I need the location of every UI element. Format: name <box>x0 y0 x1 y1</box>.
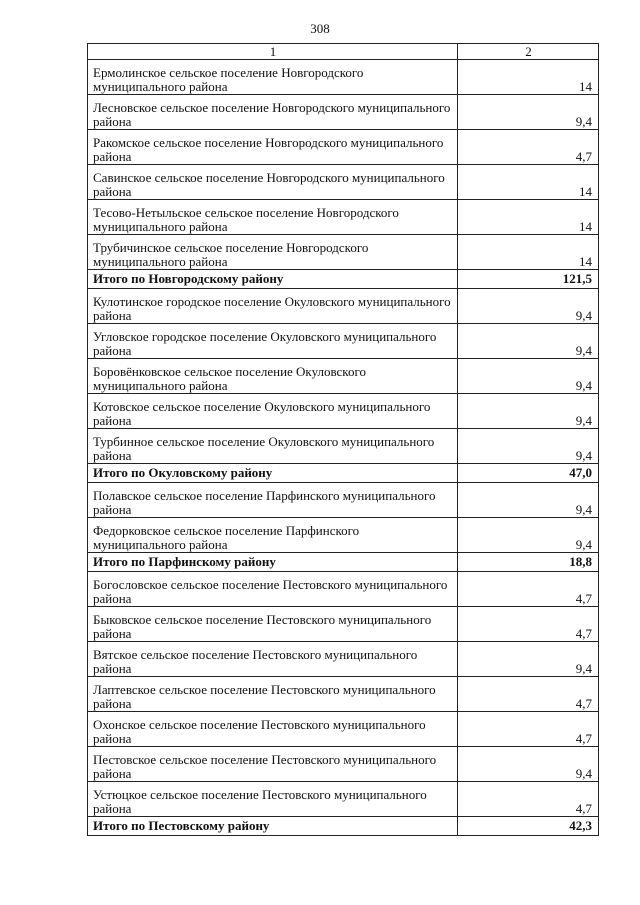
settlement-name: Савинское сельское поселение Новгородского муниципального района <box>88 165 458 200</box>
settlement-value: 14 <box>458 165 599 200</box>
table-row <box>88 607 599 642</box>
settlement-value: 9,4 <box>458 642 599 677</box>
table-row <box>88 95 599 130</box>
settlement-name: Ермолинское сельское поселение Новгородского муниципального района <box>88 60 458 95</box>
district-total-label: Итого по Пестовскому району <box>88 817 458 836</box>
settlement-name: Устюцкое сельское поселение Пестовского муниципального района <box>88 782 458 817</box>
district-total-label: Итого по Новгородскому району <box>88 270 458 289</box>
table-row <box>88 483 599 518</box>
page-number: 308 <box>310 21 330 36</box>
table-row <box>88 712 599 747</box>
district-total-row <box>88 817 599 836</box>
settlement-name: Кулотинское городское поселение Окуловского муниципального района <box>88 289 458 324</box>
table-row <box>88 324 599 359</box>
column-header-2: 2 <box>458 44 599 60</box>
settlement-value: 9,4 <box>458 394 599 429</box>
district-total-label: Итого по Парфинскому району <box>88 553 458 572</box>
settlement-name: Ракомское сельское поселение Новгородского муниципального района <box>88 130 458 165</box>
settlement-value: 4,7 <box>458 572 599 607</box>
district-total-value: 42,3 <box>458 817 599 836</box>
settlement-value: 9,4 <box>458 289 599 324</box>
table-row <box>88 289 599 324</box>
settlement-name: Лаптевское сельское поселение Пестовского муниципального района <box>88 677 458 712</box>
district-total-row <box>88 464 599 483</box>
district-total-value: 121,5 <box>458 270 599 289</box>
settlement-name: Турбинное сельское поселение Окуловского муниципального района <box>88 429 458 464</box>
table-row <box>88 572 599 607</box>
table-row <box>88 642 599 677</box>
settlement-value: 9,4 <box>458 359 599 394</box>
settlement-value: 9,4 <box>458 483 599 518</box>
settlement-value: 4,7 <box>458 607 599 642</box>
table-body <box>88 60 599 836</box>
column-header-1: 1 <box>88 44 458 60</box>
settlement-name: Трубичинское сельское поселение Новгородского муниципального района <box>88 235 458 270</box>
settlement-name: Полавское сельское поселение Парфинского муниципального района <box>88 483 458 518</box>
settlement-name: Тесово-Нетыльское сельское поселение Новгородского муниципального района <box>88 200 458 235</box>
settlement-name: Богословское сельское поселение Пестовского муниципального района <box>88 572 458 607</box>
settlement-value: 9,4 <box>458 518 599 553</box>
settlement-value: 14 <box>458 200 599 235</box>
district-total-label: Итого по Окуловскому району <box>88 464 458 483</box>
district-total-value: 18,8 <box>458 553 599 572</box>
settlement-value: 9,4 <box>458 95 599 130</box>
table-row <box>88 235 599 270</box>
settlement-value: 4,7 <box>458 782 599 817</box>
settlement-value: 4,7 <box>458 130 599 165</box>
settlements-table <box>87 43 599 836</box>
settlement-value: 14 <box>458 235 599 270</box>
settlement-name: Быковское сельское поселение Пестовского муниципального района <box>88 607 458 642</box>
table-row <box>88 394 599 429</box>
table-row <box>88 677 599 712</box>
district-total-row <box>88 553 599 572</box>
settlement-value: 14 <box>458 60 599 95</box>
table-header-row <box>88 44 599 60</box>
table-row <box>88 60 599 95</box>
table-row <box>88 130 599 165</box>
settlement-value: 9,4 <box>458 747 599 782</box>
table-row <box>88 200 599 235</box>
table-row <box>88 518 599 553</box>
settlement-value: 9,4 <box>458 324 599 359</box>
settlement-name: Вятское сельское поселение Пестовского муниципального района <box>88 642 458 677</box>
table-row <box>88 165 599 200</box>
table-row <box>88 747 599 782</box>
district-total-value: 47,0 <box>458 464 599 483</box>
district-total-row <box>88 270 599 289</box>
settlement-value: 4,7 <box>458 677 599 712</box>
settlement-name: Котовское сельское поселение Окуловского муниципального района <box>88 394 458 429</box>
table-row <box>88 359 599 394</box>
settlement-name: Федорковское сельское поселение Парфинского муниципального района <box>88 518 458 553</box>
settlement-value: 4,7 <box>458 712 599 747</box>
settlement-value: 9,4 <box>458 429 599 464</box>
settlement-name: Боровёнковское сельское поселение Окуловского муниципального района <box>88 359 458 394</box>
settlement-name: Охонское сельское поселение Пестовского муниципального района <box>88 712 458 747</box>
settlement-name: Лесновское сельское поселение Новгородского муниципального района <box>88 95 458 130</box>
settlement-name: Пестовское сельское поселение Пестовского муниципального района <box>88 747 458 782</box>
settlement-name: Угловское городское поселение Окуловского муниципального района <box>88 324 458 359</box>
table-row <box>88 782 599 817</box>
table-row <box>88 429 599 464</box>
